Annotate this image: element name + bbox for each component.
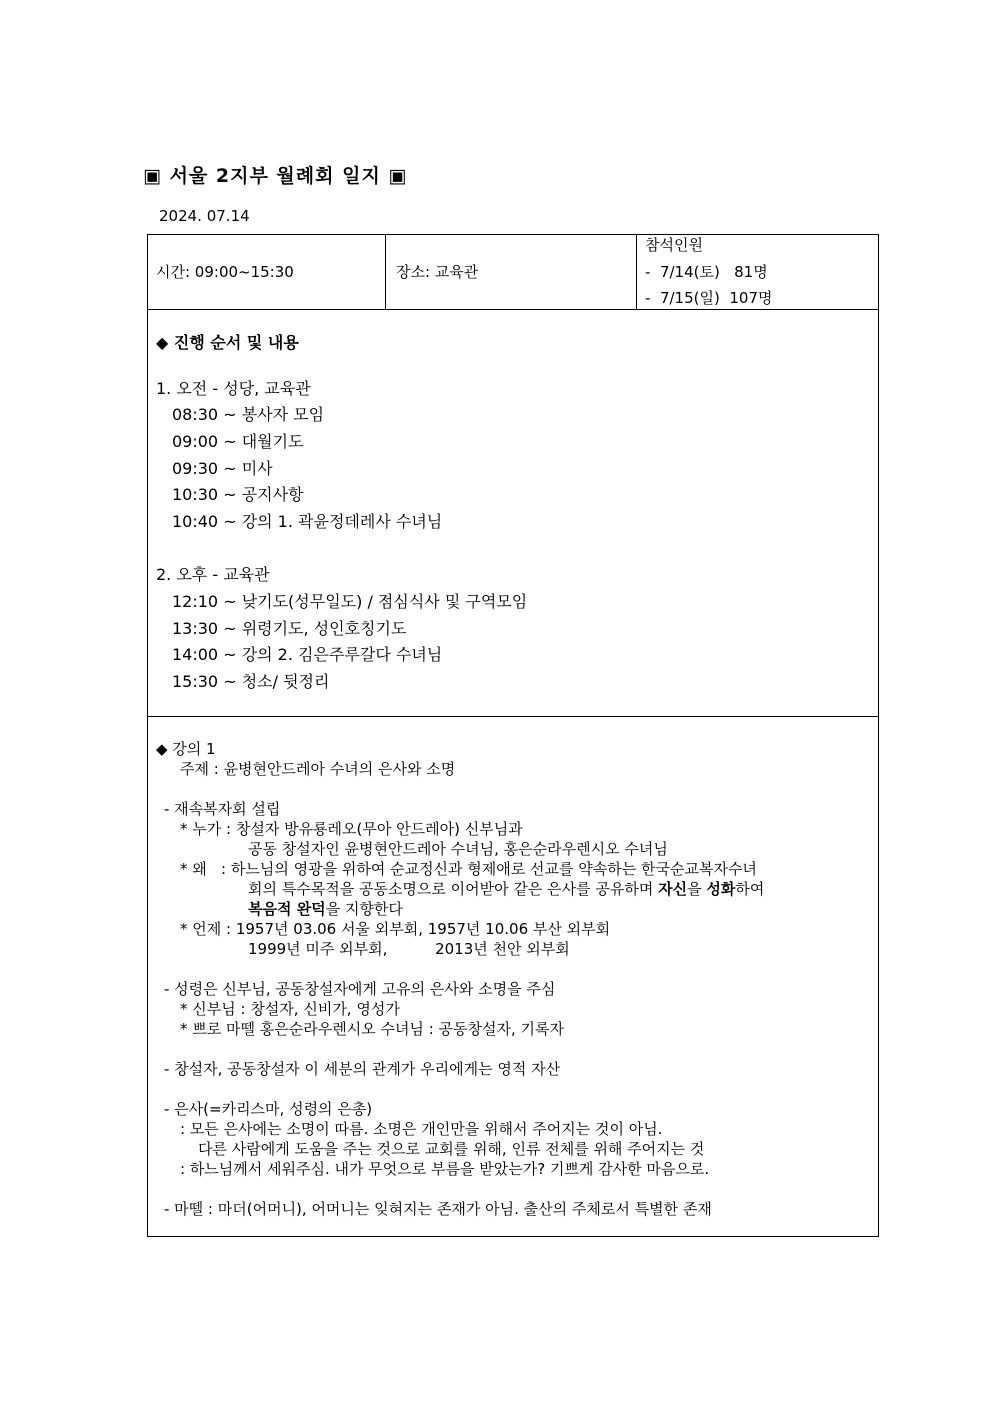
lecture-topic: 주제 : 윤병현안드레아 수녀의 은사와 소명 bbox=[180, 760, 456, 778]
row-divider bbox=[148, 309, 878, 310]
schedule-item: 13:30 ~ 위령기도, 성인호칭기도 bbox=[172, 619, 407, 638]
founding-why: * 왜 : 하느님의 영광을 위하여 순교정신과 형제애로 선교를 약속하는 한국순교복자수녀 bbox=[180, 860, 757, 878]
schedule-item: 08:30 ~ 봉사자 모임 bbox=[172, 405, 325, 424]
time-cell: 시간: 09:00~15:30 bbox=[156, 263, 294, 281]
attendance-day2: - 7/15(일) 107명 bbox=[645, 289, 773, 307]
attendance-title: 참석인원 bbox=[645, 236, 703, 254]
lecture-heading: ◆ 강의 1 bbox=[156, 740, 216, 758]
founding-when: * 언제 : 1957년 03.06 서울 외부회, 1957년 10.06 부산 외부회 bbox=[180, 920, 611, 938]
founding-who: * 누가 : 창설자 방유룡레오(무아 안드레아) 신부님과 bbox=[180, 820, 523, 838]
schedule-item: 15:30 ~ 청소/ 뒷정리 bbox=[172, 672, 330, 691]
founding-title: - 재속복자회 설립 bbox=[164, 800, 281, 818]
schedule-item: 09:00 ~ 대월기도 bbox=[172, 432, 304, 451]
charisma-title: - 은사(=카리스마, 성령의 은총) bbox=[164, 1100, 373, 1118]
row-divider bbox=[148, 716, 878, 717]
morning-title: 1. 오전 - 성당, 교육관 bbox=[156, 379, 311, 398]
spirit-title: - 성령은 신부님, 공동창설자에게 고유의 은사와 소명을 주심 bbox=[164, 980, 556, 998]
place-cell: 장소: 교육관 bbox=[396, 263, 479, 281]
schedule-heading: ◆ 진행 순서 및 내용 bbox=[156, 333, 299, 352]
schedule-item: 14:00 ~ 강의 2. 김은주루갈다 수녀님 bbox=[172, 645, 443, 664]
attendance-day1: - 7/14(토) 81명 bbox=[645, 263, 768, 281]
column-divider bbox=[385, 235, 386, 309]
document-title: ▣ 서울 2지부 월례회 일지 ▣ bbox=[143, 165, 408, 187]
spirit-item: * 쁘로 마뗄 홍은순라우렌시오 수녀님 : 공동창설자, 기록자 bbox=[180, 1020, 564, 1038]
founding-why-cont: 복음적 완덕을 지향한다 bbox=[248, 900, 403, 918]
document-date: 2024. 07.14 bbox=[159, 207, 250, 225]
afternoon-title: 2. 오후 - 교육관 bbox=[156, 565, 270, 584]
schedule-item: 12:10 ~ 낮기도(성무일도) / 점심식사 및 구역모임 bbox=[172, 592, 528, 611]
relation-note: - 창설자, 공동창설자 이 세분의 관계가 우리에게는 영적 자산 bbox=[164, 1060, 561, 1078]
charisma-line: : 하느님께서 세워주심. 내가 무엇으로 부름을 받았는가? 기쁘게 감사한 마음으로. bbox=[180, 1160, 710, 1178]
spirit-item: * 신부님 : 창설자, 신비가, 영성가 bbox=[180, 1000, 400, 1018]
founding-when-cont: 1999년 미주 외부회, 2013년 천안 외부회 bbox=[248, 940, 570, 958]
founding-why-cont: 회의 특수목적을 공동소명으로 이어받아 같은 은사를 공유하며 자신을 성화하여 bbox=[248, 880, 765, 898]
journal-table bbox=[147, 234, 879, 1237]
charisma-line: : 모든 은사에는 소명이 따름. 소명은 개인만을 위해서 주어지는 것이 아님. bbox=[180, 1120, 663, 1138]
schedule-item: 09:30 ~ 미사 bbox=[172, 459, 273, 478]
schedule-item: 10:40 ~ 강의 1. 곽윤정데레사 수녀님 bbox=[172, 512, 443, 531]
schedule-item: 10:30 ~ 공지사항 bbox=[172, 485, 304, 504]
mater-note: - 마뗄 : 마더(어머니), 어머니는 잊혀지는 존재가 아님. 출산의 주체로서 특별한 존재 bbox=[164, 1200, 712, 1218]
charisma-line: 다른 사람에게 도움을 주는 것으로 교회를 위해, 인류 전체를 위해 주어지는 것 bbox=[198, 1140, 705, 1158]
column-divider bbox=[636, 235, 637, 309]
founding-who-cont: 공동 창설자인 윤병현안드레아 수녀님, 홍은순라우렌시오 수녀님 bbox=[248, 840, 668, 858]
